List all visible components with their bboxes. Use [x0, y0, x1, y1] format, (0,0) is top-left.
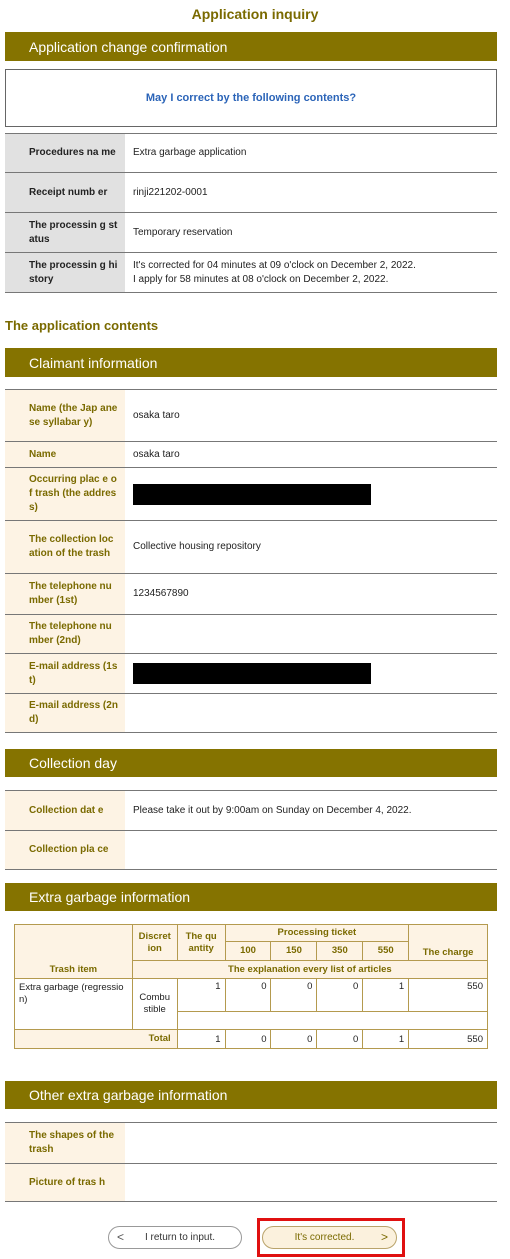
table-row — [5, 654, 497, 694]
confirmation-question: May I correct by the following contents? — [145, 92, 357, 104]
email-2nd-value — [125, 694, 497, 733]
change-confirmation-header: Application change confirmation — [5, 32, 497, 61]
trash-address-value — [125, 468, 497, 521]
extra-garbage-header: Extra garbage information — [5, 883, 497, 911]
ticket-350-value: 0 — [317, 979, 363, 1012]
table-row — [5, 1164, 497, 1202]
processing-ticket-header: Processing ticket — [225, 925, 409, 942]
table-row — [5, 574, 497, 615]
claimant-info-header: Claimant information — [5, 348, 497, 377]
total-ticket-100: 0 — [225, 1030, 271, 1049]
table-row — [5, 831, 497, 870]
phone-2nd-value — [125, 615, 497, 654]
total-label: Total — [15, 1030, 178, 1049]
table-row — [5, 390, 497, 442]
procedure-name-label: Procedures na me — [5, 134, 125, 173]
table-row — [5, 213, 497, 253]
trash-picture-label: Picture of tras h — [5, 1164, 125, 1202]
item-explanation — [177, 1012, 487, 1030]
chevron-right-icon: > — [380, 1230, 388, 1244]
name-kana-label: Name (the Jap anese syllabar y) — [5, 390, 125, 442]
trash-address-label: Occurring plac e of trash (the address) — [5, 468, 125, 521]
ticket-350-header: 350 — [317, 942, 363, 961]
return-to-input-button[interactable] — [108, 1226, 242, 1249]
redacted-block — [133, 484, 371, 505]
table-row — [5, 442, 497, 468]
processing-history-label: The processin g history — [5, 253, 125, 293]
table-row — [5, 615, 497, 654]
table-row — [5, 1123, 497, 1164]
phone-1st-value: 1234567890 — [133, 588, 189, 599]
procedure-info-table — [5, 133, 497, 293]
chevron-left-icon: < — [117, 1230, 125, 1244]
trash-shapes-label: The shapes of the trash — [5, 1123, 125, 1164]
ticket-150-header: 150 — [271, 942, 317, 961]
ticket-100-header: 100 — [225, 942, 271, 961]
redacted-block — [133, 663, 371, 684]
receipt-number-label: Receipt numb er — [5, 173, 125, 213]
total-ticket-550: 1 — [363, 1030, 409, 1049]
table-row — [5, 791, 497, 831]
table-row — [5, 694, 497, 733]
processing-status-value: Temporary reservation — [133, 226, 233, 238]
charge-header: The charge — [409, 925, 488, 961]
table-row — [5, 521, 497, 574]
total-ticket-350: 0 — [317, 1030, 363, 1049]
email-1st-value — [125, 654, 497, 694]
ticket-150-value: 0 — [271, 979, 317, 1012]
other-garbage-header: Other extra garbage information — [5, 1081, 497, 1109]
page-title: Application inquiry — [191, 6, 319, 22]
email-2nd-label: E-mail address (2nd) — [5, 694, 125, 733]
email-1st-label: E-mail address (1st) — [5, 654, 125, 694]
charge-value: 550 — [409, 979, 488, 1012]
total-ticket-150: 0 — [271, 1030, 317, 1049]
confirmation-question-box — [5, 69, 497, 127]
collection-location-value: Collective housing repository — [133, 541, 261, 552]
trash-item-name: Extra garbage (regressio n) — [15, 979, 133, 1030]
collection-date-label: Collection dat e — [5, 791, 125, 831]
application-contents-heading: The application contents — [5, 318, 159, 333]
phone-1st-label: The telephone number (1st) — [5, 574, 125, 615]
ticket-550-header: 550 — [363, 942, 409, 961]
return-button-label: I return to input. — [144, 1232, 216, 1243]
trash-item-header: Trash item — [15, 925, 133, 979]
total-charge: 550 — [409, 1030, 488, 1049]
phone-2nd-label: The telephone number (2nd) — [5, 615, 125, 654]
quantity-value: 1 — [177, 979, 225, 1012]
table-row — [15, 979, 488, 1012]
history-line-1: It's corrected for 04 minutes at 09 o'clock on December 2, 2022. — [133, 259, 416, 271]
receipt-number-value: rinji221202-0001 — [133, 186, 208, 198]
name-value: osaka taro — [133, 448, 180, 460]
explanation-header: The explanation every list of articles — [132, 961, 487, 979]
discretion-header: Discret ion — [132, 925, 177, 961]
discretion-value: Combu stible — [132, 979, 177, 1030]
table-row — [5, 173, 497, 213]
collection-location-label: The collection location of the trash — [5, 521, 125, 574]
total-row — [15, 1030, 488, 1049]
ticket-550-value: 1 — [363, 979, 409, 1012]
trash-shapes-value — [125, 1123, 497, 1164]
procedure-name-value: Extra garbage application — [133, 147, 247, 158]
name-kana-value: osaka taro — [133, 409, 180, 421]
name-label: Name — [5, 442, 125, 468]
collection-date-value: Please take it out by 9:00am on Sunday on December 4, 2022. — [133, 804, 412, 816]
total-quantity: 1 — [177, 1030, 225, 1049]
collection-place-label: Collection pla ce — [5, 831, 125, 870]
other-garbage-table — [5, 1122, 497, 1202]
table-header-row — [15, 925, 488, 942]
collection-place-value — [125, 831, 497, 870]
processing-status-label: The processin g status — [5, 213, 125, 253]
table-row — [5, 134, 497, 173]
quantity-header: The qu antity — [177, 925, 225, 961]
claimant-info-table — [5, 389, 497, 733]
history-line-2: I apply for 58 minutes at 08 o'clock on December 2, 2022. — [133, 273, 389, 285]
trash-picture-value — [125, 1164, 497, 1202]
table-row — [5, 253, 497, 293]
processing-history-value — [125, 253, 497, 293]
table-row — [5, 468, 497, 521]
collection-day-table — [5, 790, 497, 870]
ticket-100-value: 0 — [225, 979, 271, 1012]
confirm-correction-button[interactable] — [262, 1226, 397, 1249]
extra-garbage-table — [14, 924, 488, 1049]
confirm-button-label: It's corrected. — [294, 1232, 355, 1243]
collection-day-header: Collection day — [5, 749, 497, 777]
